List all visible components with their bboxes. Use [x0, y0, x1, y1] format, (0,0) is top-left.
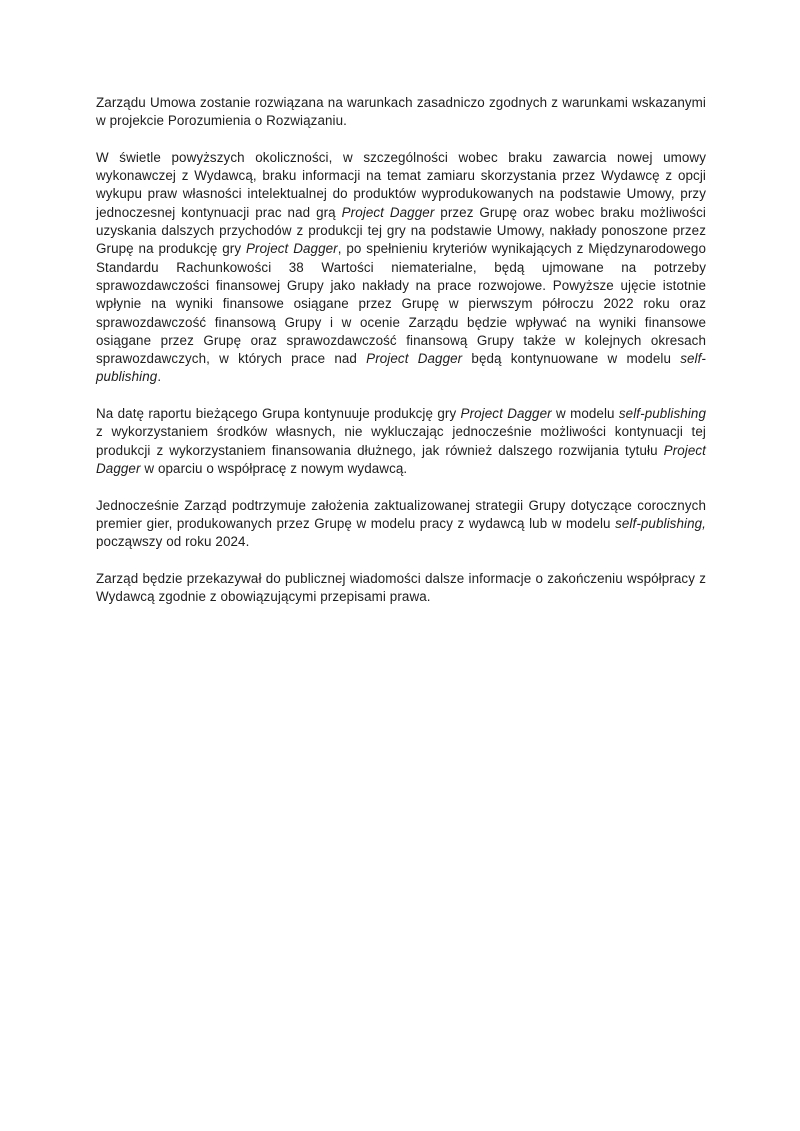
document-body	[96, 94, 706, 606]
paragraph-3	[96, 405, 706, 478]
text-run: Na datę raportu bieżącego Grupa kontynuuje produkcję gry	[96, 406, 461, 422]
text-run: , po spełnieniu kryteriów wynikających z Międzynarodowego Standardu Rachunkowości 38 Wartości niematerialne, będą ujmowane na potrzeby sprawozdawczości finansowej Grupy jako nakłady na prace rozwojowe. Powyższe ujęcie istotnie wpłynie na wyniki finansowe osiągane przez Grupę w pierwszym półroczu 2022 roku oraz sprawozdawczość finansową Grupy i w ocenie Zarządu będzie wpływać na wyniki finansowe osiągane przez Grupę oraz sprawozdawczość finansową Grupy także w kolejnych okresach sprawozdawczych, w których prace nad	[96, 241, 706, 367]
paragraph-2	[96, 149, 706, 387]
text-run: począwszy od roku 2024.	[96, 534, 250, 550]
text-run: Zarząd będzie przekazywał do publicznej wiadomości dalsze informacje o zakończeniu współpracy z Wydawcą zgodnie z obowiązującymi przepisami prawa.	[96, 570, 706, 605]
text-run: z wykorzystaniem środków własnych, nie wykluczając jednocześnie możliwości kontynuacji tej produkcji z wykorzystaniem finansowania dłużnego, jak również dalszego rozwijania tytułu	[96, 424, 706, 458]
italic-text-run: Project Dagger	[246, 241, 338, 257]
text-run: Zarządu Umowa zostanie rozwiązana na warunkach zasadniczo zgodnych z warunkami wskazanymi w projekcie Porozumienia o Rozwiązaniu.	[96, 95, 706, 129]
paragraph-4	[96, 497, 706, 552]
italic-text-run: self-publishing	[618, 406, 706, 422]
text-run: będą kontynuowane w modelu	[462, 351, 681, 367]
italic-text-run: Project Dagger	[341, 204, 435, 220]
text-run: W świetle powyższych okoliczności, w szczególności wobec braku zawarcia nowej umowy wykonawczej z Wydawcą, braku informacji na temat zamiaru skorzystania przez Wydawcę z opcji wykupu praw własności intelektualnej do produktów wyprodukowanych na podstawie Umowy, przy jednoczesnej kontynuacji prac nad grą	[96, 149, 706, 220]
italic-text-run: self-publishing	[96, 351, 706, 385]
paragraph-5	[96, 570, 706, 607]
italic-text-run: Project Dagger	[96, 442, 706, 476]
italic-text-run: self-publishing,	[615, 515, 706, 531]
text-run: przez Grupę oraz wobec braku możliwości uzyskania dalszych przychodów z produkcji tej gry na podstawie Umowy, nakłady ponoszone przez Grupę na produkcję gry	[96, 204, 707, 257]
italic-text-run: Project Dagger	[366, 351, 463, 367]
text-run: w modelu	[551, 406, 619, 422]
text-run: .	[157, 369, 162, 385]
italic-text-run: Project Dagger	[460, 406, 552, 422]
text-run: Jednocześnie Zarząd podtrzymuje założenia zaktualizowanej strategii Grupy dotyczące corocznych premier gier, produkowanych przez Grupę w modelu pracy z wydawcą lub w modelu	[96, 497, 706, 531]
text-run: w oparciu o współpracę z nowym wydawcą.	[140, 460, 408, 476]
paragraph-1	[96, 94, 706, 131]
